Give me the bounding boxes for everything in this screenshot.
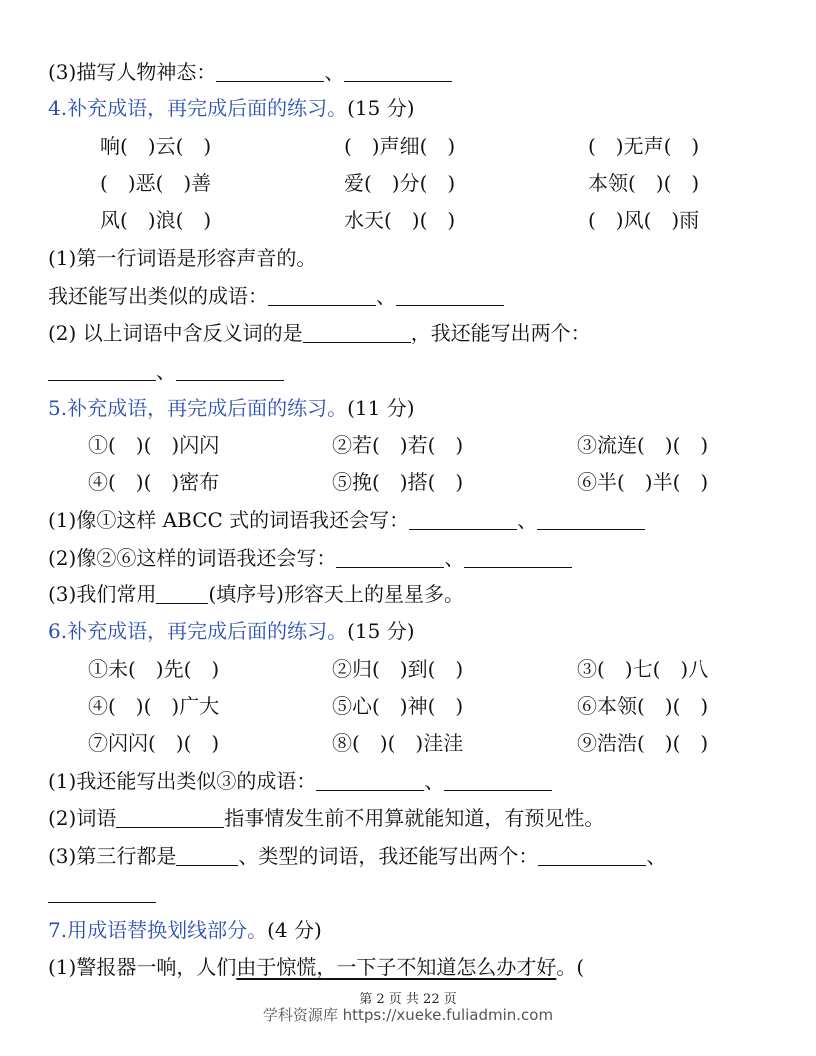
idiom-item: ④( )( )密布 xyxy=(88,470,220,494)
idiom-item: 本领( )( ) xyxy=(588,171,700,195)
answer-blank[interactable] xyxy=(48,360,156,381)
page-number: 第 2 页 共 22 页 xyxy=(359,992,457,1007)
q4-part-2-answer: 、 xyxy=(48,358,284,384)
item-3-describe-expression: (3)描写人物神态： 、 xyxy=(48,59,452,85)
q6-part-2: (2)词语 指事情发生前不用算就能知道，有预见性。 xyxy=(48,806,605,830)
answer-blank[interactable] xyxy=(216,61,324,82)
answer-blank[interactable] xyxy=(303,322,411,343)
answer-blank[interactable] xyxy=(344,61,452,82)
idiom-item: 爱( )分( ) xyxy=(344,171,456,195)
idiom-item: ( )风( )雨 xyxy=(588,208,700,232)
q5-heading: 5.补充成语，再完成后面的练习。(11 分) xyxy=(48,396,415,420)
idiom-item: 水天( )( ) xyxy=(344,208,456,232)
q5-part-1: (1)像①这样 ABCC 式的词语我还会写： 、 xyxy=(48,507,645,533)
q4-part-1-answer: 我还能写出类似的成语： 、 xyxy=(48,283,504,309)
idiom-item: ⑧( )( )洼洼 xyxy=(332,731,464,755)
answer-blank[interactable] xyxy=(48,882,156,903)
answer-blank[interactable] xyxy=(156,583,208,604)
answer-blank[interactable] xyxy=(176,845,238,866)
q5-part-3: (3)我们常用 (填序号)形容天上的星星多。 xyxy=(48,582,464,606)
answer-blank[interactable] xyxy=(396,285,504,306)
q5-part-2: (2)像②⑥这样的词语我还会写： 、 xyxy=(48,545,572,571)
q4-part-2: (2) 以上词语中含反义词的是 ，我还能写出两个： xyxy=(48,321,591,345)
idiom-item: ②若( )若( ) xyxy=(332,433,464,457)
idiom-item: 风( )浪( ) xyxy=(100,208,212,232)
answer-blank[interactable] xyxy=(444,770,552,791)
idiom-item: ( )无声( ) xyxy=(588,134,700,158)
idiom-item: ②归( )到( ) xyxy=(332,657,464,681)
idiom-item: ③流连( )( ) xyxy=(577,433,709,457)
answer-blank[interactable] xyxy=(268,285,376,306)
idiom-item: ⑤心( )神( ) xyxy=(332,694,464,718)
idiom-item: ①( )( )闪闪 xyxy=(88,433,220,457)
q7-part-1: (1)警报器一响，人们由于惊慌，一下子不知道怎么办才好。( xyxy=(48,955,585,979)
idiom-item: ⑥本领( )( ) xyxy=(577,694,709,718)
answer-blank[interactable] xyxy=(409,509,517,530)
q6-part-3-answer xyxy=(48,880,156,906)
idiom-item: ( )声细( ) xyxy=(344,134,456,158)
answer-blank[interactable] xyxy=(538,845,646,866)
idiom-item: ④( )( )广大 xyxy=(88,694,220,718)
idiom-item: ③( )七( )八 xyxy=(577,657,709,681)
underlined-phrase: 由于惊慌，一下子不知道怎么办才好 xyxy=(236,955,557,979)
answer-blank[interactable] xyxy=(464,547,572,568)
q7-heading: 7.用成语替换划线部分。(4 分) xyxy=(48,918,322,942)
q4-part-1: (1)第一行词语是形容声音的。 xyxy=(48,246,317,270)
idiom-item: ①未( )先( ) xyxy=(88,657,220,681)
answer-blank[interactable] xyxy=(336,547,444,568)
idiom-item: ⑤挽( )搭( ) xyxy=(332,470,464,494)
idiom-item: ( )恶( )善 xyxy=(100,171,212,195)
site-watermark: 学科资源库 https://xueke.fuliadmin.com xyxy=(262,1006,554,1024)
q6-heading: 6.补充成语，再完成后面的练习。(15 分) xyxy=(48,619,415,643)
answer-blank[interactable] xyxy=(537,509,645,530)
q6-part-3: (3)第三行都是 、类型的词语，我还能写出两个： 、 xyxy=(48,844,667,868)
q4-heading: 4.补充成语，再完成后面的练习。(15 分) xyxy=(48,96,415,120)
idiom-item: ⑥半( )半( ) xyxy=(577,470,709,494)
answer-blank[interactable] xyxy=(176,360,284,381)
answer-blank[interactable] xyxy=(116,807,224,828)
q6-part-1: (1)我还能写出类似③的成语： 、 xyxy=(48,768,552,794)
answer-blank[interactable] xyxy=(316,770,424,791)
idiom-item: ⑨浩浩( )( ) xyxy=(577,731,709,755)
idiom-item: 响( )云( ) xyxy=(100,134,212,158)
idiom-item: ⑦闪闪( )( ) xyxy=(88,731,220,755)
